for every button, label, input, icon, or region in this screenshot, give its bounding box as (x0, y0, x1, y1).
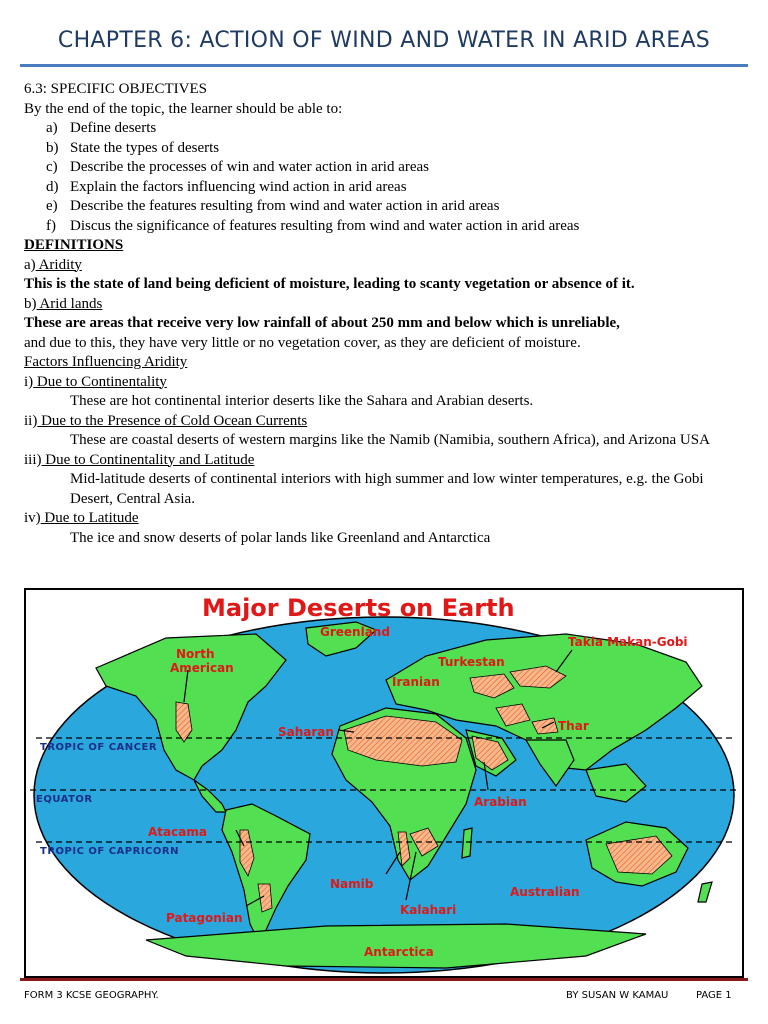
objective-item (24, 158, 748, 178)
document-body (24, 80, 748, 548)
factor-marker: iv) (24, 510, 41, 526)
factor-marker: iii) (24, 451, 42, 468)
factor-text: These are coastal deserts of western margins like the Namib (Namibia, southern Africa), and Arizona USA (70, 432, 710, 448)
label-atacama: Atacama (148, 825, 207, 839)
objective-marker: d) (46, 178, 59, 195)
label-north-american-1: North (176, 647, 215, 661)
header-rule (20, 64, 748, 67)
objective-item (24, 178, 748, 198)
factor-marker: ii) (24, 412, 38, 429)
objective-marker: c) (46, 159, 58, 175)
objective-marker: b) (46, 139, 59, 156)
tropic-of-capricorn-label: TROPIC OF CAPRICORN (40, 846, 179, 857)
label-greenland: Greenland (320, 625, 390, 639)
definition-term: Aridity (35, 256, 82, 273)
tropic-of-cancer-label: TROPIC OF CANCER (40, 742, 158, 753)
objective-text: Describe the features resulting from wind and water action in arid areas (70, 198, 500, 214)
factor-text: The ice and snow deserts of polar lands like Greenland and Antarctica (70, 529, 491, 546)
definition-term: Arid lands (36, 295, 103, 312)
equator-label: EQUATOR (36, 794, 93, 805)
definitions-heading: DEFINITIONS (24, 237, 124, 253)
label-arabian: Arabian (474, 795, 527, 809)
objective-marker: a) (46, 120, 58, 136)
objective-text: Define deserts (70, 120, 157, 136)
footer-page-number: PAGE 1 (696, 990, 732, 1001)
factor-title (24, 373, 748, 393)
footer-author: BY SUSAN W KAMAU (566, 990, 669, 1001)
objective-text: State the types of deserts (70, 139, 220, 156)
label-takla: Takla Makan-Gobi (568, 635, 688, 649)
land-madagascar (462, 828, 472, 858)
definition-term-aridity (24, 256, 748, 276)
definition-text-aridity: This is the state of land being deficient of moisture, leading to scanty vegetation or absence of it. (24, 276, 635, 292)
objective-marker: e) (46, 198, 58, 214)
definition-marker: b) (24, 295, 37, 312)
factor-title-text: Due to Continentality (33, 373, 167, 390)
footer-rule (20, 978, 748, 981)
factor-title-text: Due to Latitude (40, 510, 139, 526)
map-svg (26, 590, 742, 976)
factor-title-text: Due to Continentality and Latitude (41, 451, 255, 468)
objective-marker: f) (46, 217, 56, 234)
factor-title (24, 451, 748, 471)
label-north-american-2: American (170, 661, 234, 675)
label-australian: Australian (510, 885, 580, 899)
factor-title (24, 509, 748, 529)
objective-text: Describe the processes of win and water action in arid areas (70, 159, 430, 175)
map-title: Major Deserts on Earth (202, 594, 515, 622)
objective-text: Discus the significance of features resulting from wind and water action in arid areas (70, 217, 580, 234)
land-new-zealand (698, 882, 712, 902)
objectives-intro: By the end of the topic, the learner should be able to: (24, 100, 343, 117)
footer-course: FORM 3 KCSE GEOGRAPHY. (24, 990, 159, 1001)
label-turkestan: Turkestan (438, 655, 505, 669)
definition-marker: a) (24, 256, 36, 273)
label-antarctica: Antarctica (364, 945, 434, 959)
objective-item (24, 139, 748, 159)
label-patagonian: Patagonian (166, 911, 243, 925)
factor-marker: i) (24, 373, 34, 390)
definition-text-arid-lands-bold: These are areas that receive very low rainfall of about 250 mm and below which is unreliable, (24, 315, 620, 331)
label-thar: Thar (558, 719, 589, 733)
definition-term-arid-lands (24, 295, 748, 315)
objective-text: Explain the factors influencing wind action in arid areas (70, 178, 407, 195)
objective-item (24, 119, 748, 139)
objective-item (24, 197, 748, 217)
label-iranian: Iranian (392, 675, 440, 689)
page-title: CHAPTER 6: ACTION OF WIND AND WATER IN ARID AREAS (57, 28, 711, 53)
label-saharan: Saharan (278, 725, 334, 739)
factors-heading: Factors Influencing Aridity (24, 354, 188, 370)
factor-text: These are hot continental interior deserts like the Sahara and Arabian deserts. (70, 393, 534, 409)
objective-item (24, 217, 748, 237)
desert-map (24, 588, 744, 978)
label-kalahari: Kalahari (400, 903, 457, 917)
factor-text: Mid-latitude deserts of continental interiors with high summer and low winter temperatures, e.g. the Gobi Desert, Central Asia. (70, 471, 704, 507)
factor-title-text: Due to the Presence of Cold Ocean Currents (37, 412, 308, 429)
definition-text-arid-lands-rest: and due to this, they have very little or no vegetation cover, as they are deficient of moisture. (24, 334, 581, 351)
factor-title (24, 412, 748, 432)
objectives-heading: 6.3: SPECIFIC OBJECTIVES (24, 81, 207, 97)
label-namib: Namib (330, 877, 374, 891)
